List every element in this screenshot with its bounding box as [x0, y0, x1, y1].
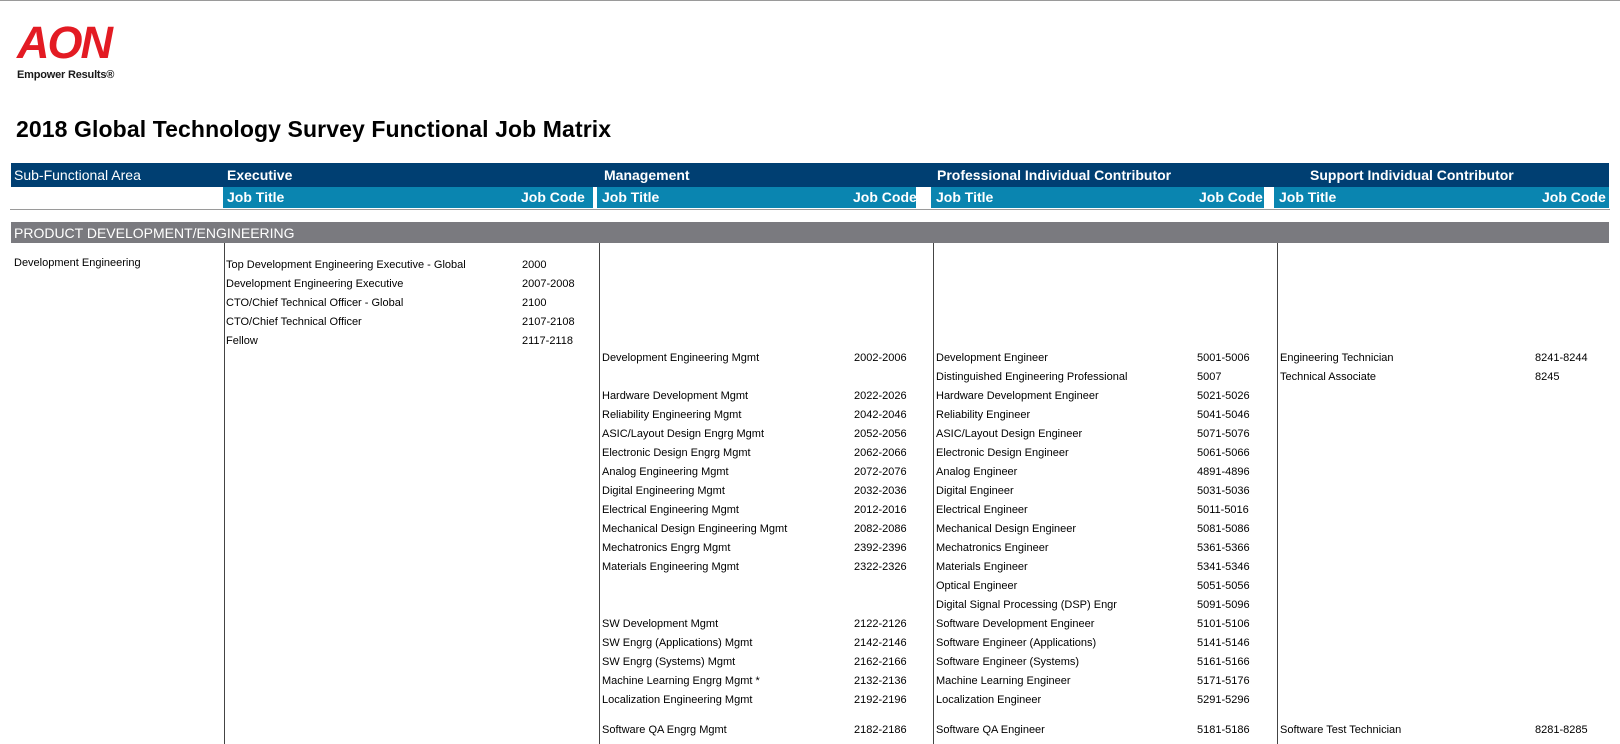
job-code-cell: 5291-5296	[1197, 694, 1250, 706]
job-title-cell: Mechatronics Engrg Mgmt	[602, 542, 731, 554]
job-code-cell: 5081-5086	[1197, 523, 1250, 535]
job-title-cell: Software QA Engrg Mgmt	[602, 724, 727, 736]
job-code-cell: 2107-2108	[522, 316, 575, 328]
header-support: Support Individual Contributor	[1310, 167, 1514, 183]
subheader-professional	[931, 187, 1264, 208]
job-code-cell: 5181-5186	[1197, 724, 1250, 736]
job-title-cell: Electrical Engineer	[936, 504, 1028, 516]
header-group-row	[11, 163, 1609, 187]
job-title-cell: Distinguished Engineering Professional	[936, 371, 1128, 383]
job-code-cell: 5341-5346	[1197, 561, 1250, 573]
job-title-cell: Digital Engineer	[936, 485, 1014, 497]
job-code-cell: 5031-5036	[1197, 485, 1250, 497]
job-code-cell: 8245	[1535, 371, 1560, 383]
job-code-cell: 2032-2036	[854, 485, 907, 497]
job-code-cell: 2062-2066	[854, 447, 907, 459]
job-title-cell: Software Test Technician	[1280, 724, 1402, 736]
job-code-cell: 2192-2196	[854, 694, 907, 706]
job-title-cell: Electronic Design Engineer	[936, 447, 1069, 459]
column-divider	[599, 243, 600, 744]
job-code-cell: 5051-5056	[1197, 580, 1250, 592]
job-code-cell: 2042-2046	[854, 409, 907, 421]
subheader-management	[597, 187, 916, 208]
job-code-header: Job Code	[1542, 189, 1606, 205]
sub-functional-area-label: Development Engineering	[14, 257, 141, 269]
job-title-cell: Hardware Development Engineer	[936, 390, 1099, 402]
job-title-cell: Materials Engineer	[936, 561, 1028, 573]
job-title-header: Job Title	[602, 189, 660, 205]
job-code-cell: 5061-5066	[1197, 447, 1250, 459]
job-code-cell: 2322-2326	[854, 561, 907, 573]
job-code-cell: 2182-2186	[854, 724, 907, 736]
job-code-cell: 2132-2136	[854, 675, 907, 687]
header-executive: Executive	[227, 167, 293, 183]
logo-tagline: Empower Results®	[17, 69, 115, 81]
column-divider	[933, 243, 934, 744]
job-title-cell: Digital Signal Processing (DSP) Engr	[936, 599, 1117, 611]
job-title-cell: CTO/Chief Technical Officer - Global	[226, 297, 404, 309]
job-code-cell: 2000	[522, 259, 547, 271]
job-title-cell: Technical Associate	[1280, 371, 1376, 383]
header-management: Management	[604, 167, 690, 183]
job-code-cell: 4891-4896	[1197, 466, 1250, 478]
job-code-cell: 5101-5106	[1197, 618, 1250, 630]
job-code-header: Job Code	[521, 189, 585, 205]
section-bar	[11, 222, 1609, 243]
job-code-cell: 2122-2126	[854, 618, 907, 630]
job-title-cell: Machine Learning Engineer	[936, 675, 1071, 687]
job-code-cell: 5161-5166	[1197, 656, 1250, 668]
job-title-cell: Mechatronics Engineer	[936, 542, 1049, 554]
header-professional: Professional Individual Contributor	[937, 167, 1172, 183]
job-title-cell: Localization Engineering Mgmt	[602, 694, 753, 706]
job-title-cell: SW Engrg (Applications) Mgmt	[602, 637, 753, 649]
job-code-cell: 5171-5176	[1197, 675, 1250, 687]
top-border	[0, 0, 1620, 1]
job-code-cell: 8281-8285	[1535, 724, 1588, 736]
column-divider	[224, 243, 225, 744]
job-title-cell: Development Engineer	[936, 352, 1048, 364]
job-title-header: Job Title	[1279, 189, 1337, 205]
job-title-cell: SW Development Mgmt	[602, 618, 719, 630]
job-title-cell: Digital Engineering Mgmt	[602, 485, 725, 497]
job-title-cell: Electronic Design Engrg Mgmt	[602, 447, 751, 459]
job-code-cell: 2052-2056	[854, 428, 907, 440]
job-code-cell: 2072-2076	[854, 466, 907, 478]
job-title-cell: Software Engineer (Systems)	[936, 656, 1080, 668]
job-code-cell: 5091-5096	[1197, 599, 1250, 611]
job-title-cell: Analog Engineer	[936, 466, 1018, 478]
job-code-cell: 5011-5016	[1197, 504, 1249, 516]
job-code-cell: 2012-2016	[854, 504, 907, 516]
job-code-cell: 2392-2396	[854, 542, 907, 554]
job-title-cell: Localization Engineer	[936, 694, 1042, 706]
job-code-cell: 5361-5366	[1197, 542, 1250, 554]
job-title-cell: Electrical Engineering Mgmt	[602, 504, 739, 516]
section-title: PRODUCT DEVELOPMENT/ENGINEERING	[14, 225, 295, 241]
job-code-cell: 2117-2118	[522, 335, 573, 347]
job-code-header: Job Code	[853, 189, 917, 205]
job-title-cell: Mechanical Design Engineer	[936, 523, 1077, 535]
job-title-header: Job Title	[936, 189, 994, 205]
subheader-support	[1274, 187, 1609, 208]
job-code-cell: 5021-5026	[1197, 390, 1250, 402]
job-title-cell: Materials Engineering Mgmt	[602, 561, 739, 573]
job-code-cell: 5141-5146	[1197, 637, 1250, 649]
job-title-cell: SW Engrg (Systems) Mgmt	[602, 656, 736, 668]
job-title-cell: Machine Learning Engrg Mgmt *	[602, 675, 760, 687]
job-code-cell: 2082-2086	[854, 523, 907, 535]
job-title-cell: Mechanical Design Engineering Mgmt	[602, 523, 788, 535]
logo-wordmark: AON	[17, 17, 111, 68]
job-title-header: Job Title	[227, 189, 285, 205]
job-title-cell: ASIC/Layout Design Engineer	[936, 428, 1083, 440]
page-title: 2018 Global Technology Survey Functional Job Matrix	[16, 116, 612, 142]
column-divider	[1277, 243, 1278, 744]
job-title-cell: CTO/Chief Technical Officer	[226, 316, 362, 328]
job-code-cell: 5071-5076	[1197, 428, 1250, 440]
job-title-cell: Top Development Engineering Executive - Global	[226, 259, 466, 271]
job-title-cell: Development Engineering Executive	[226, 278, 404, 290]
job-code-cell: 2002-2006	[854, 352, 907, 364]
subheader-executive	[223, 187, 593, 208]
job-code-header: Job Code	[1199, 189, 1263, 205]
job-code-cell: 2022-2026	[854, 390, 907, 402]
job-code-cell: 5007	[1197, 371, 1222, 383]
job-title-cell: Reliability Engineer	[936, 409, 1031, 421]
job-code-cell: 2142-2146	[854, 637, 907, 649]
job-code-cell: 2162-2166	[854, 656, 907, 668]
job-title-cell: Software Development Engineer	[936, 618, 1095, 630]
job-title-cell: Hardware Development Mgmt	[602, 390, 749, 402]
job-title-cell: Software QA Engineer	[936, 724, 1045, 736]
header-sub-functional-area: Sub-Functional Area	[14, 167, 141, 183]
job-code-cell: 5041-5046	[1197, 409, 1250, 421]
job-code-cell: 5001-5006	[1197, 352, 1250, 364]
job-title-cell: ASIC/Layout Design Engrg Mgmt	[602, 428, 765, 440]
aon-logo	[17, 17, 127, 90]
job-title-cell: Analog Engineering Mgmt	[602, 466, 729, 478]
job-code-cell: 2007-2008	[522, 278, 575, 290]
header-divider	[10, 209, 1610, 210]
job-title-cell: Software Engineer (Applications)	[936, 637, 1097, 649]
job-title-cell: Engineering Technician	[1280, 352, 1394, 364]
job-title-cell: Development Engineering Mgmt	[602, 352, 760, 364]
job-code-cell: 8241-8244	[1535, 352, 1588, 364]
job-code-cell: 2100	[522, 297, 547, 309]
job-title-cell: Reliability Engineering Mgmt	[602, 409, 742, 421]
job-title-cell: Optical Engineer	[936, 580, 1018, 592]
job-title-cell: Fellow	[226, 335, 258, 347]
